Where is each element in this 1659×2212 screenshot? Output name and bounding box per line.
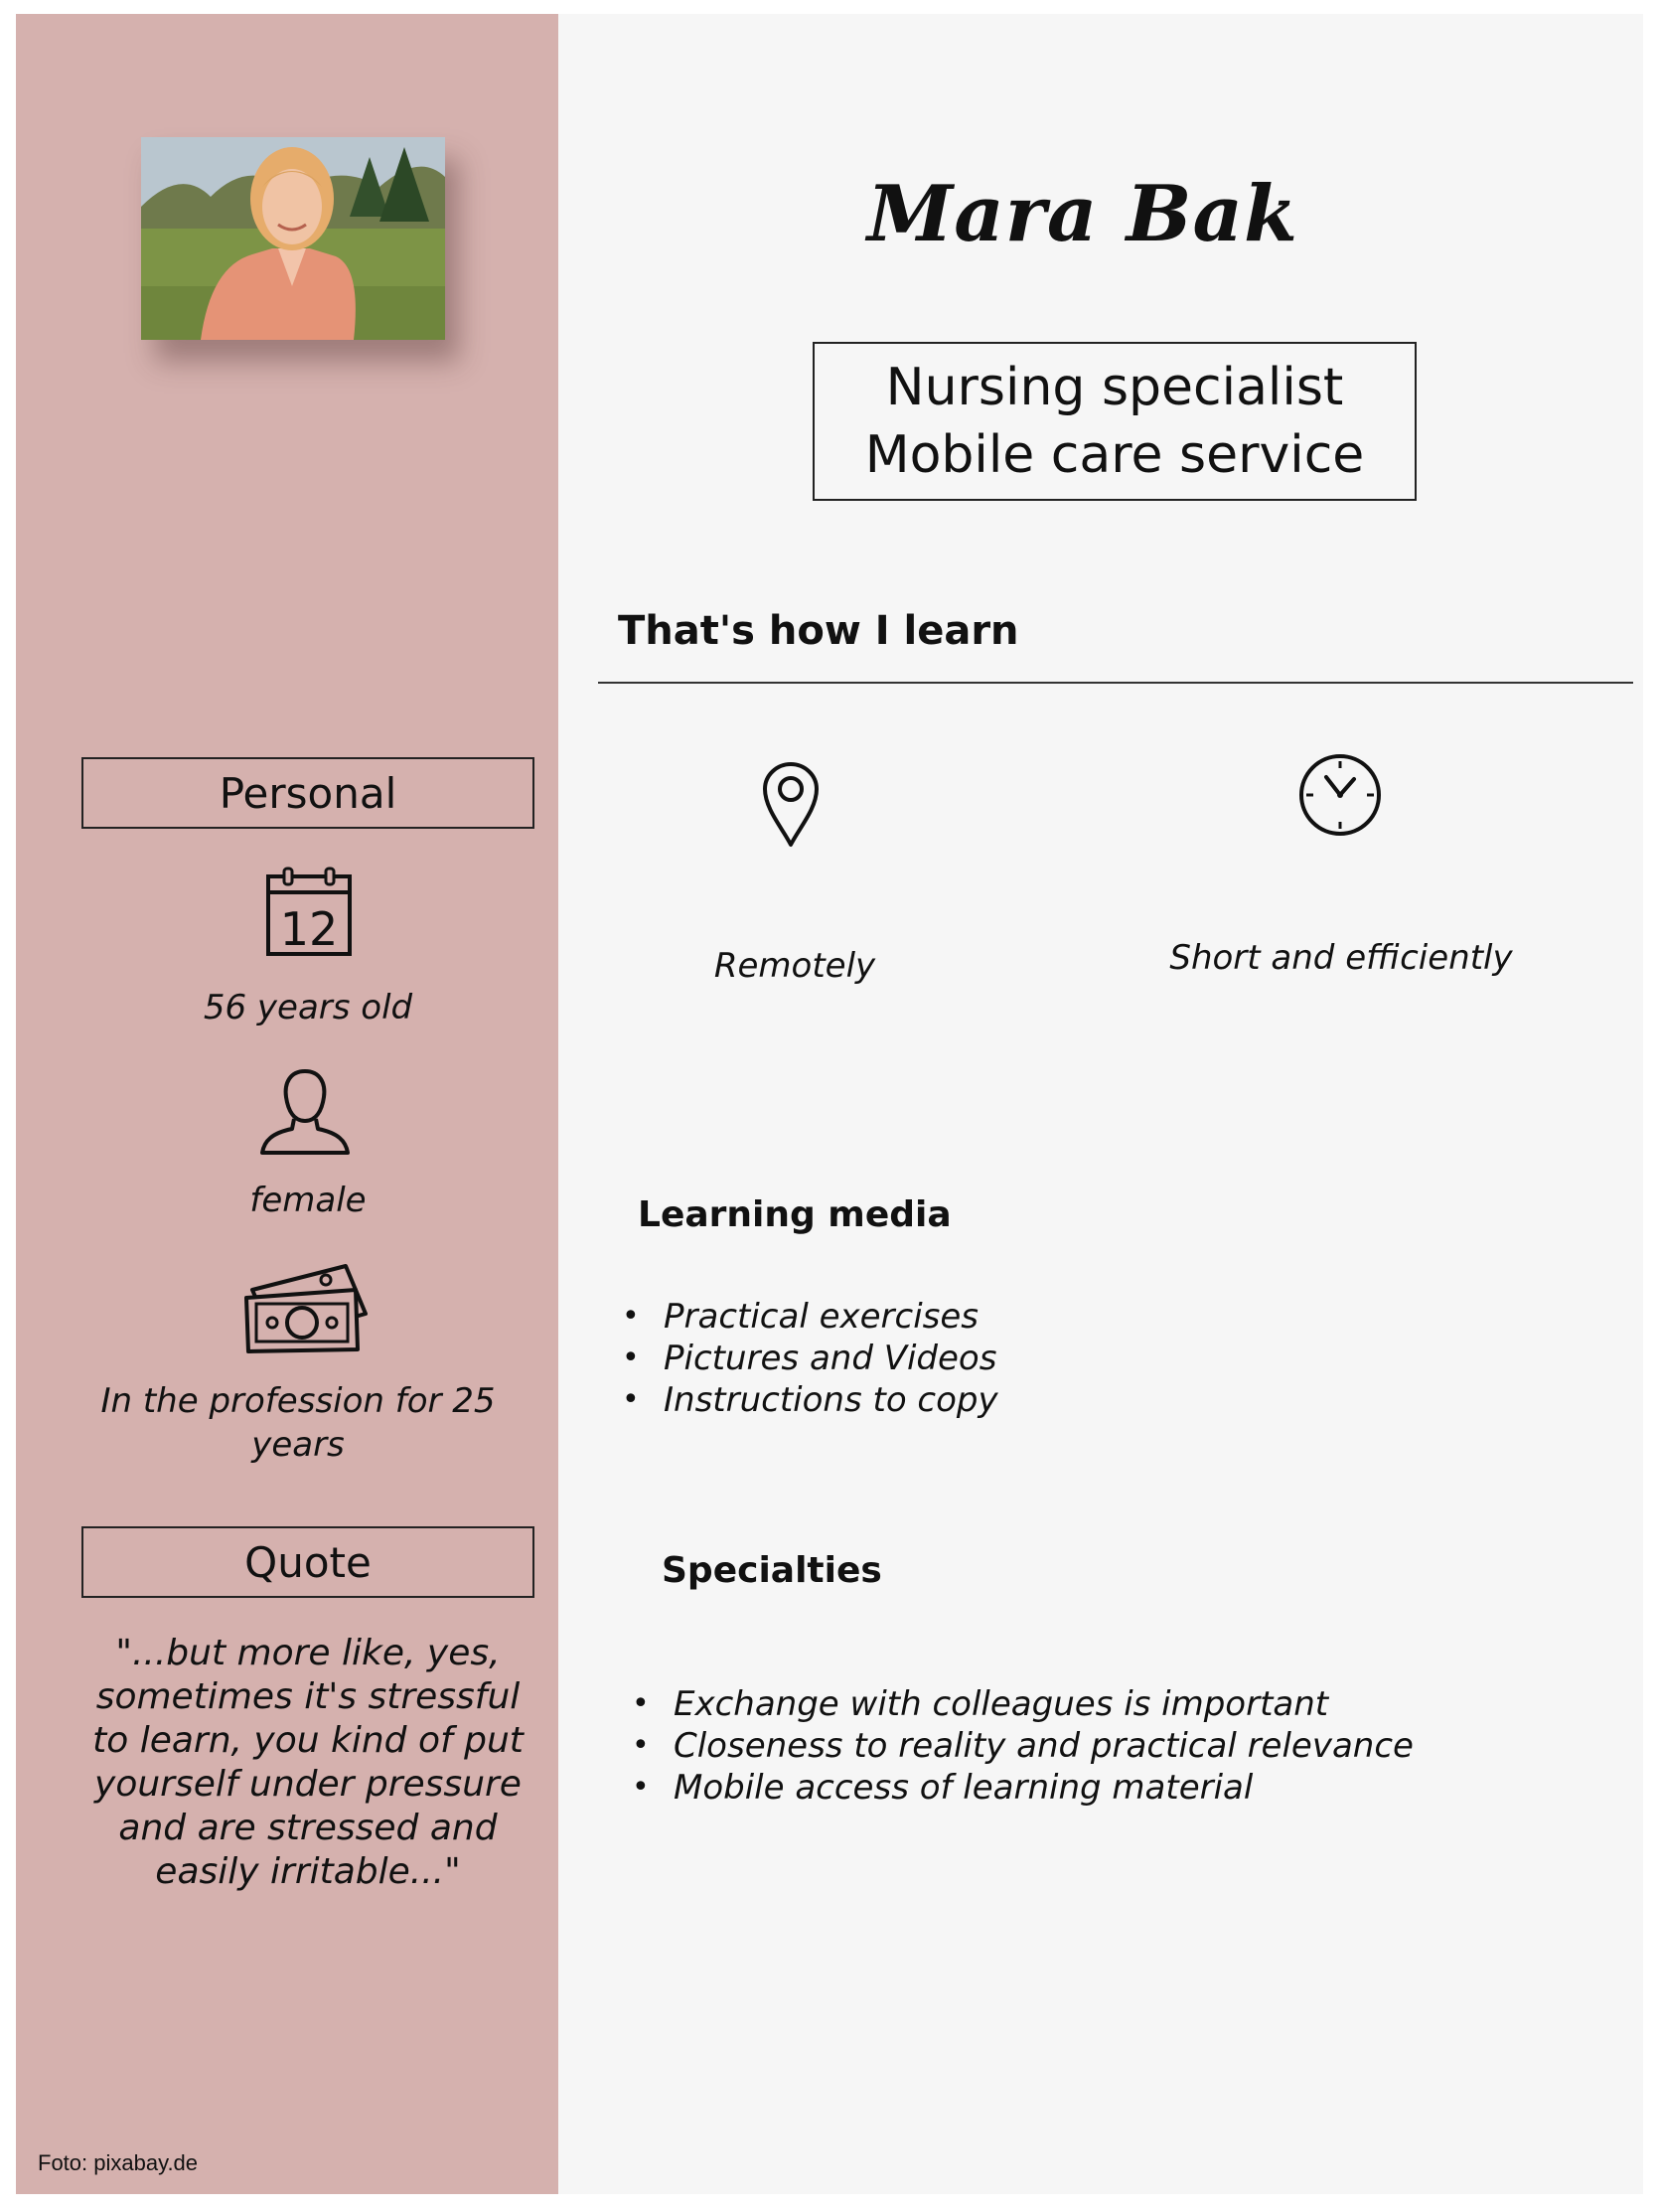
role-line-2: Mobile care service [864,425,1365,485]
experience-label: In the profession for 25 years [100,1381,496,1465]
age-label: 56 years old [203,988,413,1027]
role-box [813,342,1417,501]
money-icon [244,1260,372,1359]
heading-divider [598,682,1633,684]
list-item: • Instructions to copy [622,1379,998,1421]
person-icon [260,1065,350,1161]
specialties-list [632,1683,1414,1809]
media-heading: Learning media [638,1194,952,1235]
specialties-heading: Specialties [662,1550,882,1591]
where-label: Remotely [713,946,876,986]
calendar-number: 12 [279,902,339,956]
list-item: • Practical exercises [622,1296,998,1338]
clock-icon [1296,751,1384,843]
list-item: • Closeness to reality and practical relevance [632,1725,1414,1767]
learn-heading: That's how I learn [618,608,1019,654]
photo-credit: Foto: pixabay.de [38,2150,199,2175]
when-label: Short and efficiently [1169,938,1513,978]
gender-label: female [249,1181,367,1220]
location-pin-icon [761,761,821,853]
media-list [622,1296,998,1421]
calendar-icon [264,867,354,962]
list-item: • Pictures and Videos [622,1338,998,1379]
list-item: • Exchange with colleagues is important [632,1683,1414,1725]
quote-text: "...but more like, yes, sometimes it's stressful to learn, you kind of put yourself under pressure and are stressed and easily irritable..." [92,1633,524,1892]
role-line-1: Nursing specialist [885,358,1344,417]
profile-photo [141,137,445,340]
quote-heading: Quote [81,1526,534,1598]
list-item: • Mobile access of learning material [632,1767,1414,1809]
personal-heading: Personal [81,757,534,829]
persona-name: Mara Bak [866,169,1299,259]
